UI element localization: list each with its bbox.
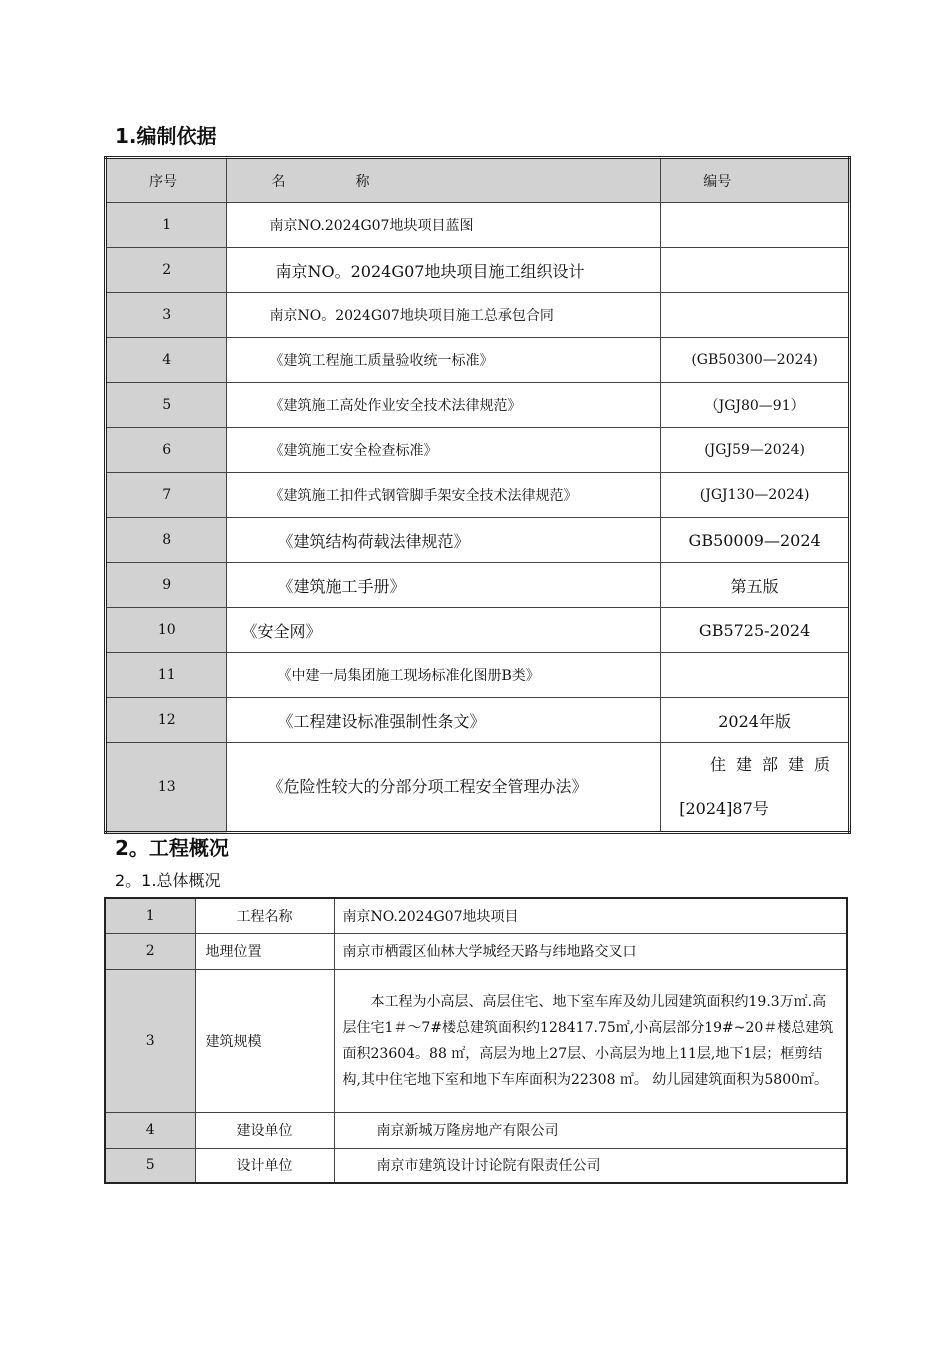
row-no: 11 [106,653,227,698]
row-label: 地理位置 [195,933,334,969]
row-label: 工程名称 [195,898,334,933]
row-name: 《建筑施工手册》 [227,563,661,608]
row-name: 南京NO。2024G07地块项目施工总承包合同 [227,293,661,338]
row-no: 7 [106,473,227,518]
section-2-title: 2。工程概况 [115,836,229,860]
row-value: 南京NO.2024G07地块项目 [334,898,847,933]
row-name: 南京NO.2024G07地块项目蓝图 [227,203,661,248]
header-name [227,158,661,203]
row-name: 《建筑施工扣件式钢管脚手架安全技术法律规范》 [227,473,661,518]
row-name: 《建筑施工高处作业安全技术法律规范》 [227,383,661,428]
row-label: 建设单位 [195,1112,334,1148]
table-row [106,293,850,338]
row-code: GB5725-2024 [661,608,850,653]
row-no: 4 [105,1112,195,1148]
row-code: 2024年版 [661,698,850,743]
row-code-line1: 住建部建质 [709,755,840,774]
table-row [105,969,847,1112]
row-name: 《建筑施工安全检查标准》 [227,428,661,473]
row-code: 第五版 [661,563,850,608]
section-1-title: 1.编制依据 [115,124,217,148]
table-row [106,563,850,608]
row-no: 4 [106,338,227,383]
row-no: 1 [105,898,195,933]
row-name: 南京NO。2024G07地块项目施工组织设计 [227,248,661,293]
row-name: 《中建一局集团施工现场标准化图册B类》 [227,653,661,698]
table-row [105,898,847,933]
row-value: 本工程为小高层、高层住宅、地下室车库及幼儿园建筑面积约19.3万㎡.高层住宅1＃～7#楼总建筑面积约128417.75㎡,小高层部分19#~20＃楼总建筑面积23604。88 ㎡，高层为地上27层、小高层为地上11层,地下1层；框剪结构,其中住宅地下室和地下车库面积为22308 ㎡。 幼儿园建筑面积为5800㎡。 [334,969,847,1112]
row-name-text: 《危险性较大的分部分项工程安全管理办法》 [267,777,588,796]
table-row [106,608,850,653]
row-no: 5 [105,1148,195,1183]
row-code: (GB50300—2024) [661,338,850,383]
table-row [106,203,850,248]
row-no: 3 [105,969,195,1112]
row-code: (JGJ59—2024) [661,428,850,473]
row-no: 9 [106,563,227,608]
table-row [106,698,850,743]
row-no: 3 [106,293,227,338]
table-row [105,1148,847,1183]
row-no: 6 [106,428,227,473]
table-row [106,473,850,518]
basis-table [104,156,851,834]
row-label: 建筑规模 [195,969,334,1112]
row-label: 设计单位 [195,1148,334,1183]
table-row [105,1112,847,1148]
row-code [661,743,850,833]
row-no: 2 [106,248,227,293]
table-row [106,338,850,383]
row-no: 8 [106,518,227,563]
table-row [106,248,850,293]
table-row [106,428,850,473]
table-row [106,518,850,563]
row-code [661,203,850,248]
row-name [227,743,661,833]
row-code: GB50009—2024 [661,518,850,563]
row-no: 13 [106,743,227,833]
header-code: 编号 [661,158,850,203]
row-name: 《工程建设标准强制性条文》 [227,698,661,743]
row-name: 《安全网》 [227,608,661,653]
row-no: 12 [106,698,227,743]
row-code [661,653,850,698]
row-no: 1 [106,203,227,248]
row-no: 5 [106,383,227,428]
table-row [106,653,850,698]
header-no: 序号 [106,158,227,203]
row-value: 南京市建筑设计讨论院有限责任公司 [334,1148,847,1183]
row-name: 《建筑结构荷载法律规范》 [227,518,661,563]
row-name: 《建筑工程施工质量验收统一标准》 [227,338,661,383]
row-no: 2 [105,933,195,969]
row-code: (JGJ130—2024) [661,473,850,518]
section-2-1-subtitle: 2。1.总体概况 [115,871,221,890]
row-no: 10 [106,608,227,653]
row-code [661,293,850,338]
table-row [105,933,847,969]
table-row [106,383,850,428]
table-header-row [106,158,850,203]
row-value: 南京新城万隆房地产有限公司 [334,1112,847,1148]
row-code [661,248,850,293]
table-row [106,743,850,833]
row-code-line2: [2024]87号 [679,799,769,818]
row-code: （JGJ80—91） [661,383,850,428]
header-name-a: 名 [271,173,286,190]
header-name-b: 称 [355,173,370,190]
row-value: 南京市栖霞区仙林大学城经天路与纬地路交叉口 [334,933,847,969]
overview-table [104,897,848,1184]
